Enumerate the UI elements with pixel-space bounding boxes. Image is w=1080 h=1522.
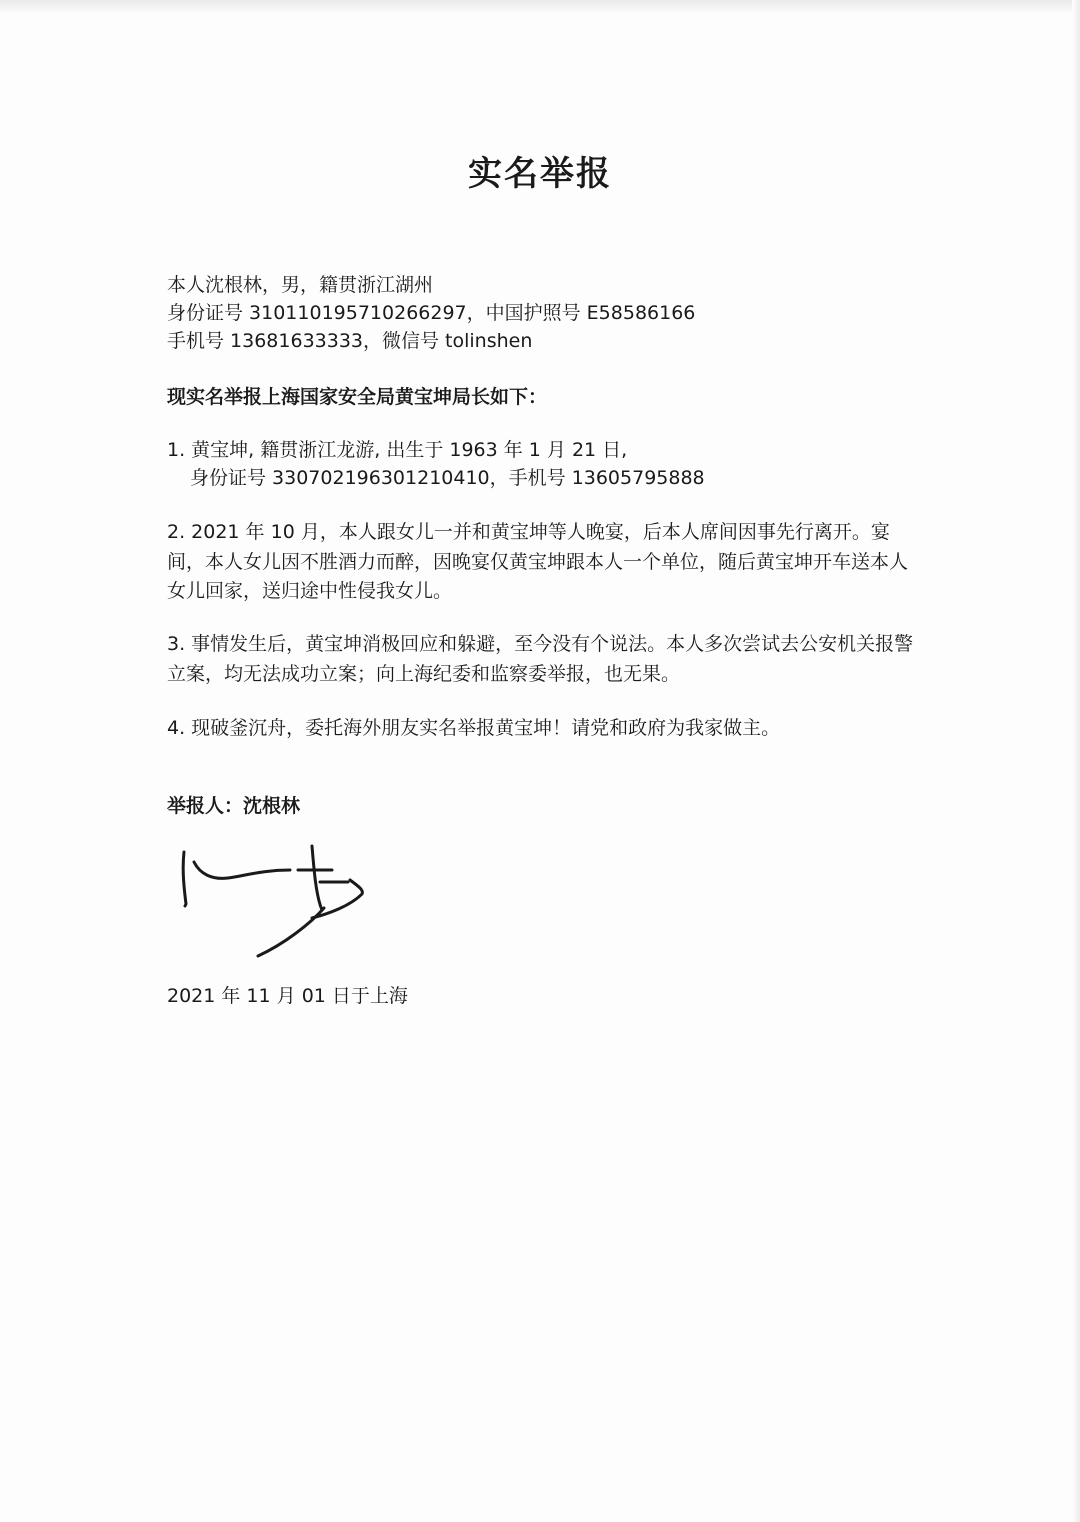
date-line: 2021 年 11 月 01 日于上海 xyxy=(167,985,408,1007)
scan-edge-right xyxy=(1072,0,1080,1522)
report-heading: 现实名举报上海国家安全局黄宝坤局长如下： xyxy=(167,386,548,408)
item-2-paragraph: 2. 2021 年 10 月，本人跟女儿一并和黄宝坤等人晚宴，后本人席间因事先行离开。宴间，本人女儿因不胜酒力而醉，因晚宴仅黄宝坤跟本人一个单位，随后黄宝坤开车送本人女儿回家，送归途中性侵我女儿。 xyxy=(167,521,909,602)
scan-edge-top xyxy=(0,0,1080,14)
item-1-line-2: 身份证号 330702196301210410，手机号 13605795888 xyxy=(190,467,705,489)
intro-line-2: 身份证号 310110195710266297，中国护照号 E58586166 xyxy=(167,302,696,324)
intro-line-1: 本人沈根林，男，籍贯浙江湖州 xyxy=(167,274,434,296)
intro-line-3: 手机号 13681633333，微信号 tolinshen xyxy=(167,330,533,352)
item-1-line-1: 1. 黄宝坤, 籍贯浙江龙游, 出生于 1963 年 1 月 21 日, xyxy=(167,439,628,461)
item-3-paragraph: 3. 事情发生后，黄宝坤消极回应和躲避，至今没有个说法。本人多次尝试去公安机关报警立案，均无法成功立案；向上海纪委和监察委举报，也无果。 xyxy=(167,633,914,685)
signer-label: 举报人：沈根林 xyxy=(167,795,301,817)
item-4-paragraph: 4. 现破釜沉舟，委托海外朋友实名举报黄宝坤！请党和政府为我家做主。 xyxy=(167,717,781,739)
document-title: 实名举报 xyxy=(468,154,612,194)
handwritten-signature xyxy=(172,840,382,960)
